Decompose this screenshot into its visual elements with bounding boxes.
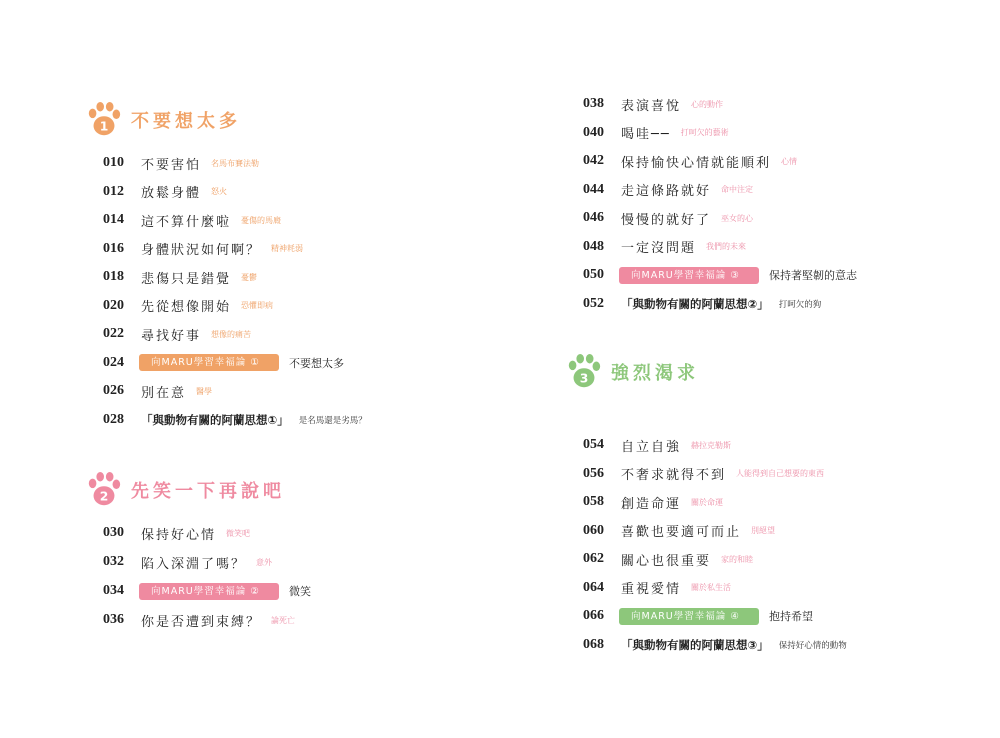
- toc-entry[interactable]: [103, 266, 257, 288]
- entry-subtitle: 別絕望: [751, 526, 776, 535]
- entry-title: 不奢求就得不到: [621, 468, 727, 483]
- entry-title: 慢慢的就好了: [621, 212, 712, 228]
- toc-entry[interactable]: [583, 634, 847, 656]
- page-number: 032: [103, 554, 124, 569]
- toc-entry[interactable]: [103, 352, 344, 374]
- section-title: 先笑一下再說吧: [131, 481, 285, 502]
- entry-subtitle: 微笑吧: [226, 528, 251, 538]
- page-number: 050: [583, 267, 604, 282]
- toc-entry[interactable]: [583, 93, 723, 115]
- section-number: 3: [579, 371, 589, 386]
- section-number: 1: [99, 119, 109, 134]
- section-title: 不要想太多: [131, 111, 241, 132]
- page-number: 036: [103, 612, 124, 627]
- toc-entry[interactable]: [103, 409, 367, 431]
- entry-subtitle: 家的和睦: [721, 554, 754, 564]
- toc-entry[interactable]: [103, 522, 250, 544]
- badge-title: 不要想太多: [289, 356, 344, 370]
- section-3-header: [565, 352, 699, 392]
- paw-icon: [85, 471, 123, 509]
- entry-title: 這不算什麼啦: [141, 214, 232, 230]
- page-number: 044: [583, 181, 604, 197]
- toc-entry[interactable]: [103, 295, 273, 317]
- entry-title: 走這條路就好: [621, 184, 712, 199]
- page-number: 028: [103, 411, 124, 427]
- page-number: 066: [583, 608, 604, 623]
- entry-subtitle: 憂傷的馬廄: [241, 215, 282, 225]
- column-badge: 向MARU學習幸福論 ③: [619, 267, 759, 284]
- page-number: 012: [103, 183, 124, 199]
- page-number: 064: [583, 579, 604, 595]
- entry-title: 保持好心情: [141, 527, 217, 543]
- page-number: 046: [583, 210, 604, 225]
- entry-subtitle: 關於私生活: [691, 583, 732, 592]
- badge-title: 抱持希望: [769, 610, 813, 623]
- entry-title: 關心也很重要: [621, 553, 712, 569]
- entry-subtitle: 名馬布賽法勒: [211, 158, 260, 168]
- toc-entry[interactable]: [583, 264, 857, 286]
- entry-subtitle: 是名馬還是劣馬？: [298, 415, 367, 426]
- page-number: 020: [103, 297, 124, 313]
- entry-subtitle: 醫學: [196, 386, 213, 396]
- entry-title: 別在意: [141, 385, 187, 401]
- toc-entry[interactable]: [103, 152, 259, 174]
- entry-subtitle: 打呵欠的狗: [778, 299, 822, 310]
- toc-entry[interactable]: [583, 520, 775, 542]
- badge-title: 微笑: [289, 585, 311, 598]
- page-number: 052: [583, 295, 604, 311]
- toc-entry[interactable]: [103, 380, 212, 402]
- entry-subtitle: 赫拉克勒斯: [691, 440, 732, 450]
- entry-title: 悲傷只是錯覺: [141, 271, 232, 287]
- page-number: 048: [583, 238, 604, 254]
- entry-subtitle: 心的動作: [691, 99, 724, 109]
- page-number: 040: [583, 124, 604, 140]
- entry-subtitle: 命中注定: [721, 185, 754, 194]
- toc-entry[interactable]: [583, 150, 797, 172]
- entry-subtitle: 我們的未來: [706, 242, 747, 251]
- page-number: 042: [583, 153, 604, 168]
- entry-subtitle: 巫女的心: [721, 213, 754, 223]
- page-number: 034: [103, 583, 124, 598]
- entry-title: 不要害怕: [141, 157, 202, 173]
- section-2-header: [85, 470, 285, 510]
- entry-title: 陷入深淵了嗎？: [141, 556, 247, 572]
- entry-subtitle: 人能得到自己想要的東西: [736, 469, 825, 478]
- page-number: 022: [103, 326, 124, 341]
- column-badge: 向MARU學習幸福論 ①: [139, 354, 279, 371]
- toc-entry[interactable]: [583, 122, 729, 144]
- entry-title: 自立自強: [621, 439, 682, 455]
- page-number: 030: [103, 525, 124, 540]
- page-number: 068: [583, 636, 604, 652]
- section-title: 強烈渴求: [611, 363, 699, 384]
- toc-entry[interactable]: [583, 491, 723, 513]
- entry-subtitle: 怒火: [211, 187, 228, 196]
- entry-subtitle: 精神耗弱: [271, 244, 304, 253]
- entry-subtitle: 憂鬱: [241, 272, 258, 282]
- page-number: 024: [103, 354, 124, 370]
- entry-title: 你是否遭到束縛？: [141, 614, 262, 630]
- section-1-header: [85, 100, 241, 140]
- entry-title: 身體狀況如何啊？: [141, 243, 262, 258]
- page-number: 010: [103, 155, 124, 170]
- page-number: 058: [583, 494, 604, 509]
- toc-entry[interactable]: [583, 605, 813, 627]
- page-number: 062: [583, 551, 604, 566]
- entry-title: 重視愛情: [621, 582, 682, 597]
- entry-title: 「與動物有關的阿蘭思想③」: [621, 637, 769, 652]
- toc-entry[interactable]: [583, 179, 753, 201]
- page-number: 016: [103, 240, 124, 256]
- page-number: 056: [583, 465, 604, 481]
- entry-subtitle: 意外: [256, 557, 273, 567]
- page-number: 054: [583, 437, 604, 452]
- badge-title: 保持著堅韌的意志: [769, 269, 857, 282]
- entry-subtitle: 想像的痛苦: [211, 329, 252, 339]
- entry-subtitle: 恐懼即病: [241, 301, 274, 310]
- paw-icon: [565, 353, 603, 391]
- entry-title: 喜歡也要適可而止: [621, 525, 742, 540]
- entry-subtitle: 打呵欠的藝術: [680, 128, 729, 137]
- toc-entry[interactable]: [583, 293, 821, 315]
- toc-entry[interactable]: [103, 238, 303, 260]
- page-number: 014: [103, 212, 124, 227]
- entry-title: 放鬆身體: [141, 186, 202, 201]
- column-badge: 向MARU學習幸福論 ④: [619, 608, 759, 625]
- entry-title: 表演喜悅: [621, 98, 682, 114]
- toc-entry[interactable]: [103, 209, 281, 231]
- toc-entry[interactable]: [103, 609, 295, 631]
- toc-entry[interactable]: [103, 181, 227, 203]
- paw-icon: [85, 101, 123, 139]
- entry-subtitle: 關於命運: [691, 497, 724, 507]
- entry-subtitle: 心情: [781, 156, 798, 166]
- entry-title: 保持愉快心情就能順利: [621, 155, 772, 171]
- entry-title: 創造命運: [621, 496, 682, 512]
- entry-title: 一定沒問題: [621, 241, 697, 256]
- toc-entry[interactable]: [583, 463, 824, 485]
- page-number: 060: [583, 522, 604, 538]
- page-number: 018: [103, 269, 124, 284]
- toc-entry[interactable]: [583, 207, 753, 229]
- toc-entry[interactable]: [103, 580, 311, 602]
- entry-title: 喝哇──: [621, 127, 671, 142]
- entry-title: 尋找好事: [141, 328, 202, 344]
- entry-title: 先從想像開始: [141, 300, 232, 315]
- entry-title: 「與動物有關的阿蘭思想①」: [141, 412, 289, 427]
- toc-entry[interactable]: [103, 551, 272, 573]
- column-badge: 向MARU學習幸福論 ②: [139, 583, 279, 600]
- entry-title: 「與動物有關的阿蘭思想②」: [621, 296, 769, 311]
- page-number: 026: [103, 383, 124, 398]
- page-number: 038: [583, 96, 604, 111]
- entry-subtitle: 保持好心情的動物: [778, 640, 847, 651]
- section-number: 2: [99, 489, 109, 504]
- entry-subtitle: 論死亡: [271, 615, 296, 625]
- toc-entry[interactable]: [583, 548, 753, 570]
- toc-entry[interactable]: [103, 323, 251, 345]
- toc-entry[interactable]: [583, 434, 731, 456]
- toc-entry[interactable]: [583, 236, 746, 258]
- toc-entry[interactable]: [583, 577, 731, 599]
